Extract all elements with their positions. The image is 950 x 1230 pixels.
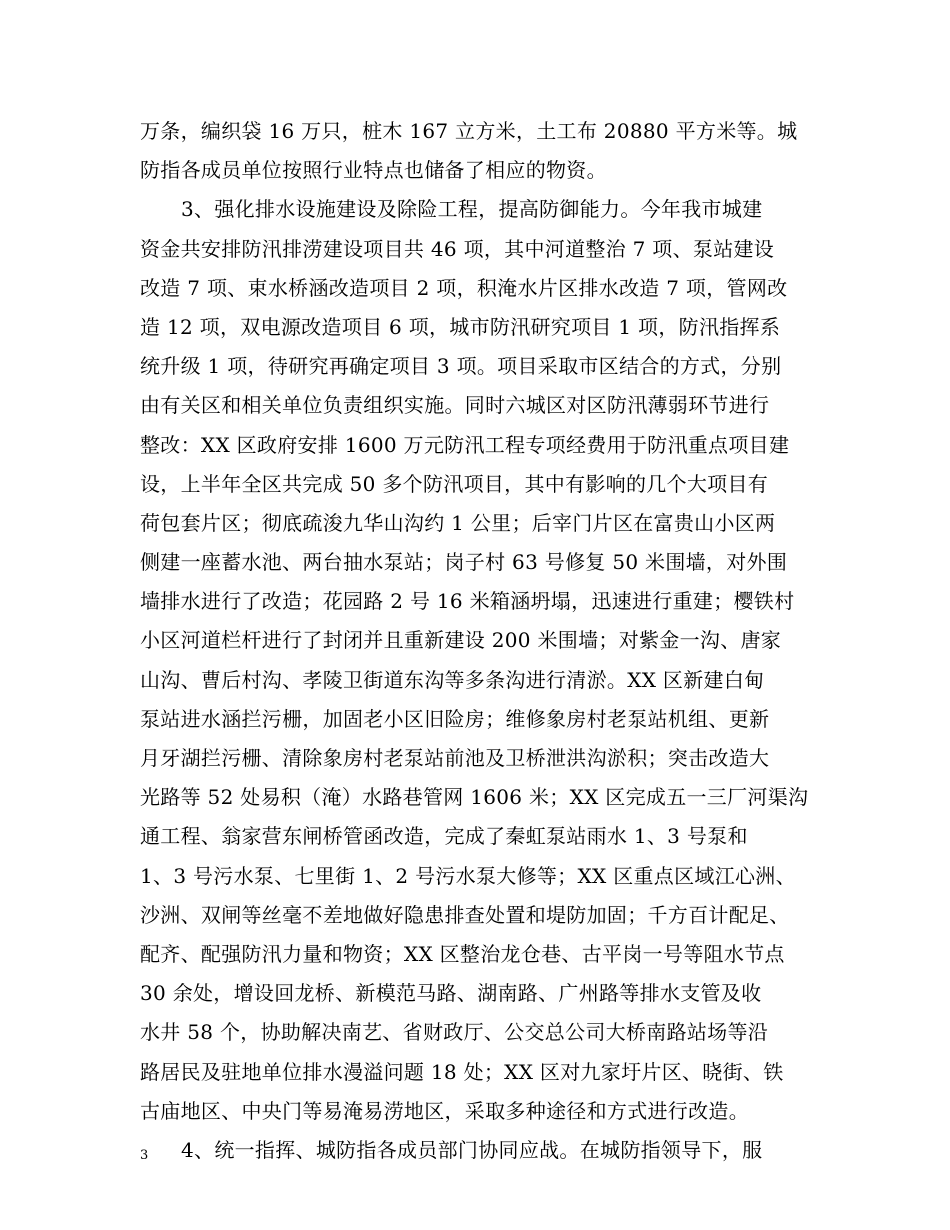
text-line: 统升级 1 项，待研究再确定项目 3 项。项目采取市区结合的方式，分别 — [140, 354, 782, 379]
paragraph-start-line: 4、统一指挥、城防指各成员部门协同应战。在城防指领导下，服 — [181, 1137, 763, 1162]
text-line: 整改：XX 区政府安排 1600 万元防汛工程专项经费用于防汛重点项目建 — [140, 432, 790, 457]
paragraph-start-line: 3、强化排水设施建设及除险工程，提高防御能力。今年我市城建 — [181, 197, 763, 222]
text-line: 30 余处，增设回龙桥、新模范马路、湖南路、广州路等排水支管及收 — [140, 981, 762, 1006]
text-line: 月牙湖拦污栅、清除象房村老泵站前池及卫桥泄洪沟淤积；突击改造大 — [140, 746, 770, 770]
text-line: 侧建一座蓄水池、两台抽水泵站；岗子村 63 号修复 50 米围墙，对外围 — [140, 550, 788, 575]
text-line: 改造 7 项、束水桥涵改造项目 2 项，积淹水片区排水改造 7 项，管网改 — [140, 275, 788, 300]
text-line: 水井 58 个，协助解决南艺、省财政厅、公交总公司大桥南路站场等沿 — [140, 1020, 769, 1045]
text-line: 造 12 项，双电源改造项目 6 项，城市防汛研究项目 1 项，防汛指挥系 — [140, 314, 781, 339]
text-line: 防指各成员单位按照行业特点也储备了相应的物资。 — [140, 158, 607, 183]
text-line: 古庙地区、中央门等易淹易涝地区，采取多种途径和方式进行改造。 — [140, 1098, 749, 1123]
text-line: 1、3 号污水泵、七里街 1、2 号污水泵大修等；XX 区重点区域江心洲、 — [140, 863, 796, 888]
page-number: 3 — [140, 1148, 149, 1163]
text-line: 荷包套片区；彻底疏浚九华山沟约 1 公里；后宰门片区在富贵山小区两 — [140, 510, 776, 535]
text-line: 山沟、曹后村沟、孝陵卫街道东沟等多条沟进行清淤。XX 区新建白甸 — [140, 667, 765, 692]
text-line: 沙洲、双闸等丝毫不差地做好隐患排查处置和堤防加固；千方百计配足、 — [140, 902, 790, 927]
document-body — [140, 112, 820, 1170]
text-line: 由有关区和相关单位负责组织实施。同时六城区对区防汛薄弱环节进行 — [140, 393, 770, 418]
text-line: 光路等 52 处易积（淹）水路巷管网 1606 米；XX 区完成五一三厂河渠沟 — [140, 785, 809, 810]
text-line: 配齐、配强防汛力量和物资；XX 区整治龙仓巷、古平岗一号等阻水节点 — [140, 941, 785, 966]
text-line: 万条，编织袋 16 万只，桩木 167 立方米，土工布 20880 平方米等。城 — [140, 119, 798, 143]
text-line: 路居民及驻地单位排水漫溢问题 18 处；XX 区对九家圩片区、晓街、铁 — [140, 1059, 784, 1084]
text-line: 小区河道栏杆进行了封闭并且重新建设 200 米围墙；对紫金一沟、唐家 — [140, 628, 782, 653]
text-line: 通工程、翁家营东闸桥管函改造，完成了秦虹泵站雨水 1、3 号泵和 — [140, 824, 748, 849]
text-line: 设，上半年全区共完成 50 多个防汛项目，其中有影响的几个大项目有 — [140, 471, 769, 496]
text-line: 资金共安排防汛排涝建设项目共 46 项，其中河道整治 7 项、泵站建设 — [140, 236, 775, 261]
text-line: 墙排水进行了改造；花园路 2 号 16 米箱涵坍塌，迅速进行重建；樱铁村 — [140, 589, 795, 614]
text-line: 泵站进水涵拦污栅，加固老小区旧险房；维修象房村老泵站机组、更新 — [140, 706, 770, 731]
